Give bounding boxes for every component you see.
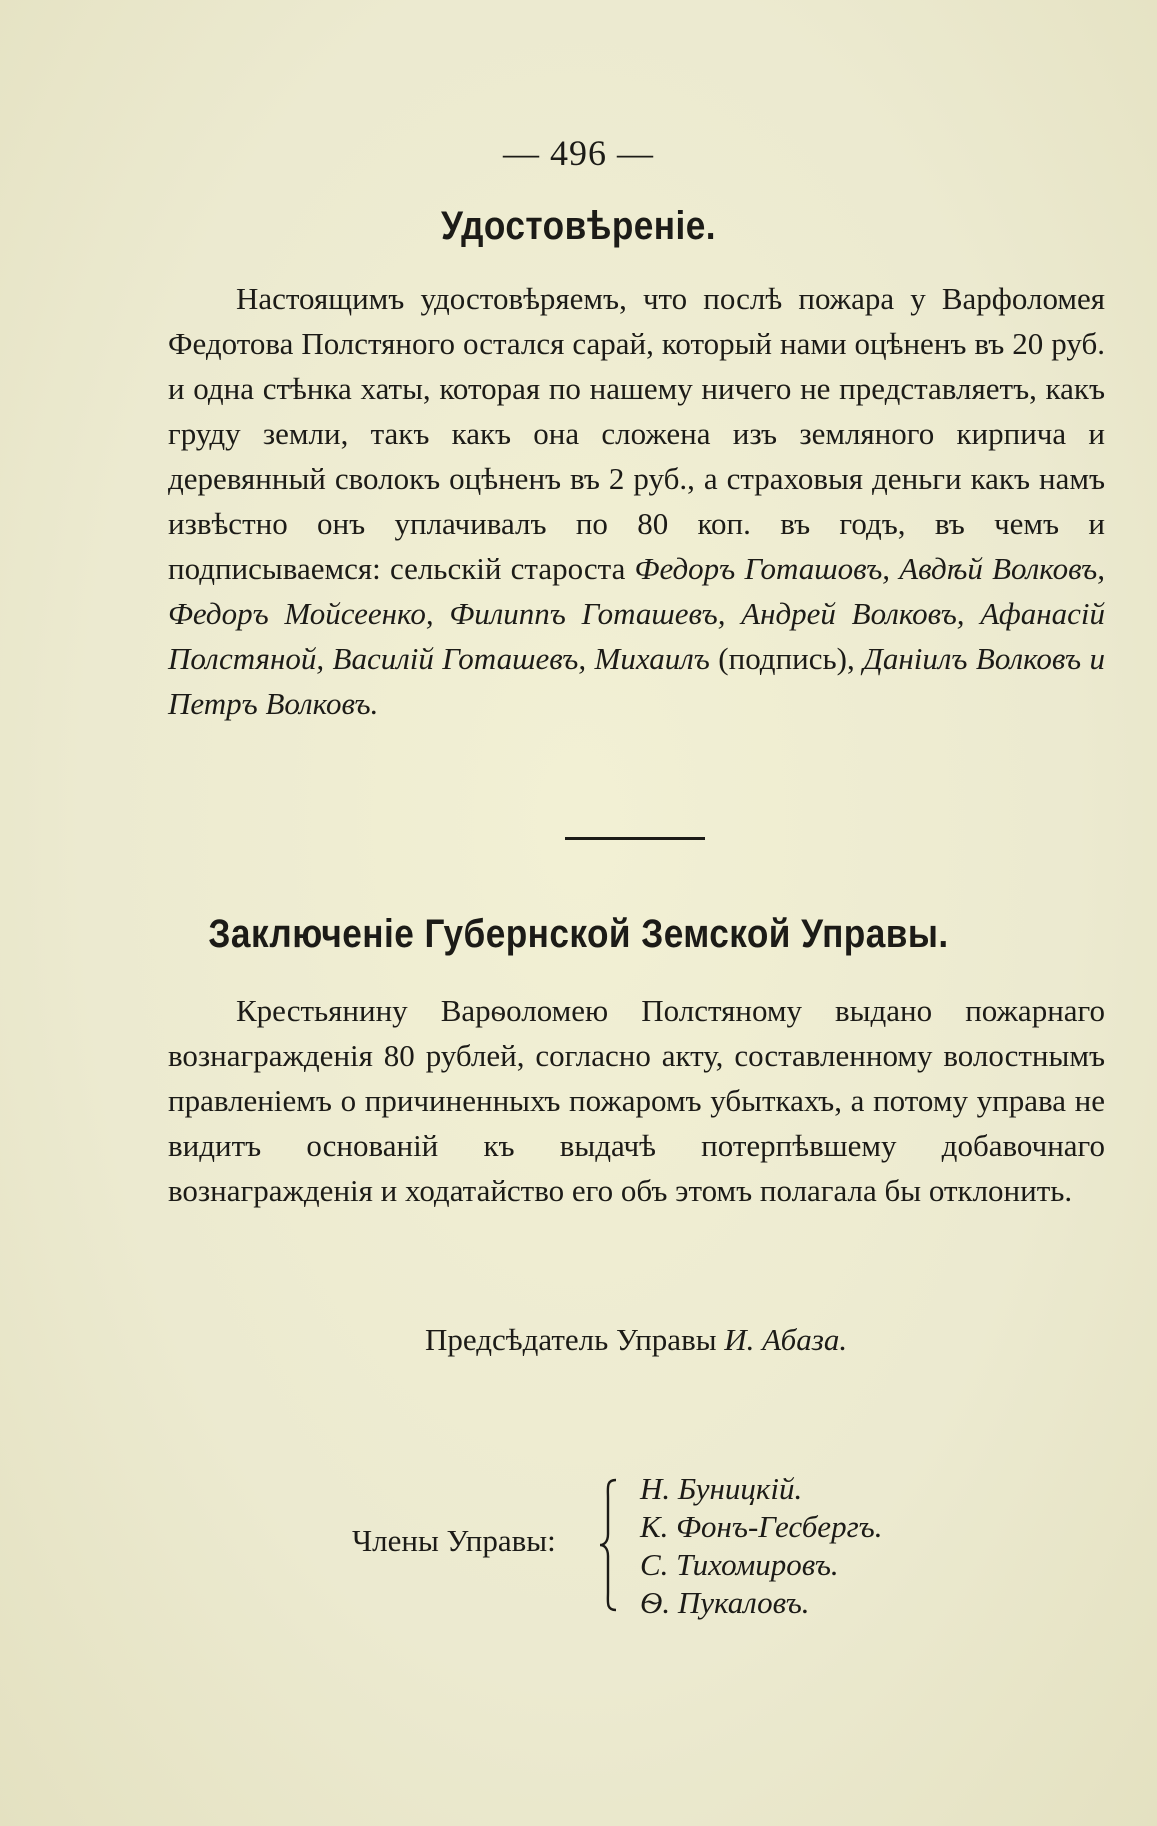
chairman-name: И. Абаза. bbox=[724, 1322, 848, 1357]
conclusion-body: Крестьянину Варѳоломею Полстяному выдано пожарнаго вознагражденія 80 рублей, согласно акту, составленному волостнымъ правленіемъ о причиненныхъ пожаромъ убыткахъ, а потому управа не видитъ основаній къ выдачѣ потерпѣвшему добавочнаго вознагражденія и ходатайство его объ этомъ полагала бы отклонить. bbox=[168, 993, 1105, 1208]
member-name: К. Фонъ-Гесбергъ. bbox=[640, 1509, 883, 1544]
certificate-title: Удостовѣреніе. bbox=[441, 204, 716, 248]
section-divider bbox=[565, 837, 705, 840]
certificate-signers-2: Даніилъ Волковъ и Петръ Волковъ. bbox=[168, 641, 1106, 721]
page-number: — 496 — bbox=[503, 133, 654, 173]
members-list bbox=[640, 1470, 883, 1622]
certificate-mark: (подпись), bbox=[709, 641, 864, 676]
conclusion-title: Заключеніе Губернской Земской Управы. bbox=[208, 912, 949, 956]
conclusion-text bbox=[168, 988, 1105, 1213]
member-name: Н. Буницкій. bbox=[640, 1471, 803, 1506]
chairman-line bbox=[425, 1322, 847, 1358]
curly-brace bbox=[598, 1478, 620, 1612]
member-name: С. Тихомировъ. bbox=[640, 1547, 839, 1582]
certificate-signers-1: Федоръ Готашовъ, Авдѣй Волковъ, Федоръ Мойсеенко, Филиппъ Готашевъ, Андрей Волковъ, Афанасій Полстяной, Василій Готашевъ, Михаилъ bbox=[168, 551, 1105, 676]
chairman-label: Предсѣдатель Управы bbox=[425, 1322, 725, 1357]
member-name: Ѳ. Пукаловъ. bbox=[640, 1585, 810, 1620]
members-label: Члены Управы: bbox=[352, 1523, 556, 1558]
certificate-body: Настоящимъ удостовѣряемъ, что послѣ пожара у Варфоломея Федотова Полстяного остался сарай, который нами оцѣненъ въ 20 руб. и одна стѣнка хаты, которая по нашему ничего не представляетъ, какъ груду земли, такъ какъ она сложена изъ земляного кирпича и деревянный сволокъ оцѣненъ въ 2 руб., а страховыя деньги какъ намъ извѣстно онъ уплачивалъ по 80 коп. въ годъ, въ чемъ и подписываемся: сельскій староста bbox=[168, 281, 1105, 586]
certificate-text bbox=[168, 276, 1105, 726]
